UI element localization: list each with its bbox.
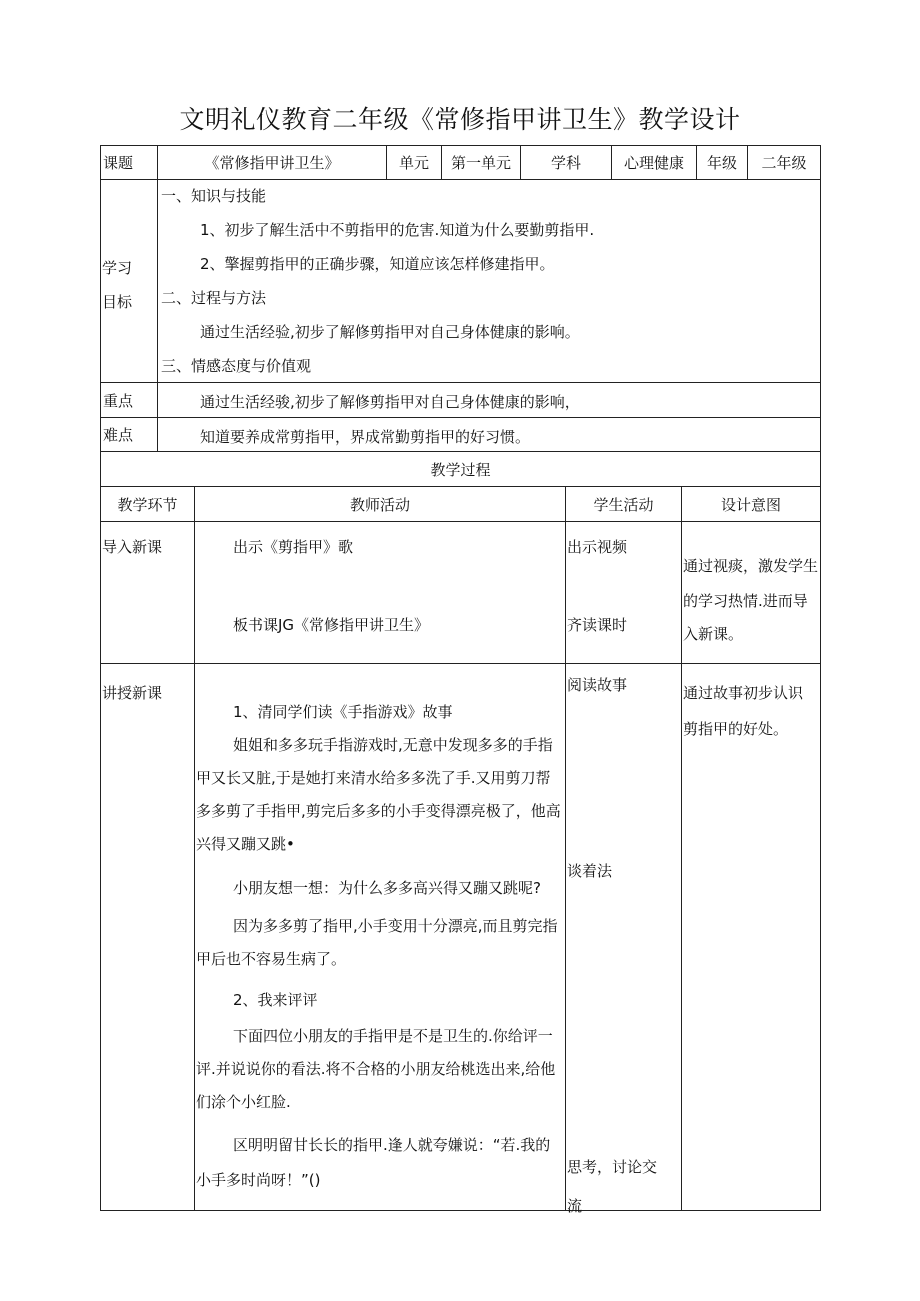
teacher-activity-line: 1、清同学们读《手指游戏》故事	[233, 703, 453, 721]
goals-item: 二、过程与方法	[161, 289, 267, 307]
goals-item: 一、知识与技能	[161, 187, 267, 205]
teacher-activity-line: 小朋友想一想：为什么多多高兴得又蹦又跳呢?	[233, 879, 541, 897]
table-row-lecture-stage	[100, 663, 195, 1211]
difficulty-cell	[157, 417, 821, 452]
difficulty-text: 知道要养成常剪指甲，界成常勤剪指甲的好习惯。	[200, 428, 531, 446]
teacher-activity-line: 小手多时尚呀！”()	[196, 1171, 321, 1189]
teacher-activity-line: 评.并说说你的看法.将不合格的小朋友给桃选出来,给他	[196, 1060, 556, 1078]
goals-item: 2、擎握剪指甲的正确步骤，知道应该怎样修建指甲。	[200, 255, 555, 273]
teacher-activity-line: 出示《剪指甲》歌	[233, 538, 354, 556]
column-header-student: 学生活动	[565, 486, 682, 522]
stage-label: 讲授新课	[102, 684, 163, 702]
intent-line: 剪指甲的好处。	[683, 720, 789, 738]
key-point-text: 通过生活经骏,初步了解修剪指甲对自己身体健康的影响，	[200, 393, 580, 411]
intent-line: 通过故事初步认识	[683, 684, 804, 702]
teacher-activity-line: 区明明留甘长长的指甲.逢人就夸嫌说：“若.我的	[233, 1136, 551, 1154]
intent-line: 的学习热情.进而导	[683, 592, 808, 610]
goals-content-cell	[157, 179, 821, 383]
table-row-intro-stage	[100, 521, 195, 664]
teacher-activity-line: 多多剪了手指甲,剪完后多多的小手变得漂亮极了，他高	[196, 802, 561, 820]
stage-label: 导入新课	[102, 538, 163, 556]
teacher-activity-line: 们涂个小红脸.	[196, 1093, 291, 1111]
key-point-label: 重点	[100, 382, 158, 418]
table-row-intro-teacher	[194, 521, 566, 664]
table-row-lecture-teacher	[194, 663, 566, 1211]
key-point-cell	[157, 382, 821, 418]
goals-label-cell	[100, 179, 158, 383]
course-label: 课题	[100, 145, 158, 180]
column-header-teacher: 教师活动	[194, 486, 566, 522]
student-activity-line: 流	[567, 1197, 583, 1215]
column-header-intent: 设计意图	[681, 486, 821, 522]
unit-label: 单元	[386, 145, 442, 180]
subject-label: 学科	[520, 145, 612, 180]
grade-label: 年级	[696, 145, 748, 180]
teacher-activity-line: 兴得又蹦又跳•	[196, 835, 295, 853]
subject-value: 心理健康	[611, 145, 697, 180]
page-title: 文明礼仪教育二年级《常修指甲讲卫生》教学设计	[179, 105, 741, 134]
column-header-stage: 教学环节	[100, 486, 195, 522]
difficulty-label: 难点	[100, 417, 158, 452]
teacher-activity-line: 甲又长又脏,于是她打来清水给多多洗了手.又用剪刀帮	[196, 769, 551, 787]
goals-label-line2: 目标	[102, 293, 133, 311]
intent-line: 入新课。	[683, 625, 744, 643]
course-value: 《常修指甲讲卫生》	[157, 145, 387, 180]
table-row-lecture-student	[565, 663, 682, 1215]
student-activity-line: 阅读故事	[567, 676, 628, 694]
grade-value: 二年级	[747, 145, 821, 180]
process-header: 教学过程	[100, 451, 821, 487]
goals-label-line1: 学习	[102, 259, 133, 277]
teacher-activity-line: 下面四位小朋友的手指甲是不是卫生的.你给评一	[233, 1027, 553, 1045]
table-row-intro-intent	[681, 521, 821, 664]
student-activity-line: 出示视频	[567, 538, 628, 556]
student-activity-line: 思考，讨论交	[567, 1158, 658, 1176]
table-row-lecture-intent	[681, 663, 821, 1211]
goals-item: 通过生活经验,初步了解修剪指甲对自己身体健康的影响。	[200, 323, 580, 341]
goals-item: 1、初步了解生活中不剪指甲的危害.知道为什么要勤剪指甲.	[200, 221, 595, 239]
intent-line: 通过视痰，激发学生	[683, 557, 819, 575]
teacher-activity-line: 姐姐和多多玩手指游戏时,无意中发现多多的手指	[233, 736, 553, 754]
student-activity-line: 齐读课时	[567, 616, 628, 634]
table-row-intro-student	[565, 521, 682, 664]
teacher-activity-line: 板书课JG《常修指甲讲卫生》	[233, 616, 430, 634]
teacher-activity-line: 甲后也不容易生病了。	[196, 950, 347, 968]
teacher-activity-line: 因为多多剪了指甲,小手变用十分漂亮,而且剪完指	[233, 917, 558, 935]
teacher-activity-line: 2、我来评评	[233, 991, 318, 1009]
student-activity-line: 谈着法	[567, 862, 613, 880]
unit-value: 第一单元	[441, 145, 521, 180]
goals-item: 三、情感态度与价值观	[161, 357, 312, 375]
